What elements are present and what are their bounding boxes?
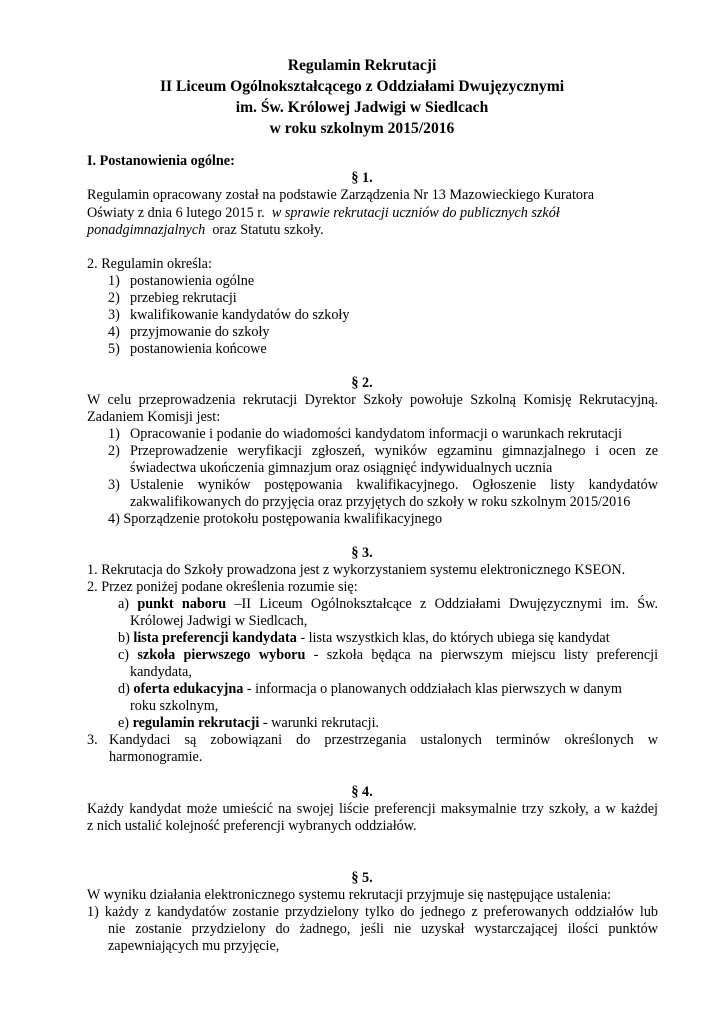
list-item: 2) Przeprowadzenie weryfikacji zgłoszeń, wyników egzaminu gimnazjalnego i ocen ze	[108, 443, 658, 459]
paragraph-text: W wyniku działania elektronicznego systemu rekrutacji przyjmuje się następujące ustalenia:	[87, 887, 612, 903]
paragraph-text: W celu przeprowadzenia rekrutacji Dyrektor Szkoły powołuje Szkolną Komisję Rekrutacyjną.	[87, 392, 658, 408]
paragraph-text: 2. Przez poniżej podane określenia rozumie się:	[87, 579, 358, 595]
list-item-continuation: nie zostanie przydzielony do żadnego, jeśli nie uzyskał wystarczającej ilości punktów	[108, 921, 658, 937]
title-line-4: w roku szkolnym 2015/2016	[269, 120, 455, 137]
paragraph-text-plain: oraz Statutu szkoły.	[212, 222, 324, 238]
paragraph-text: Każdy kandydat może umieścić na swojej liście preferencji maksymalnie trzy szkoły, a w każdej	[87, 801, 658, 817]
paragraph-mark: § 2.	[351, 375, 373, 391]
paragraph-mark: § 3.	[351, 545, 373, 561]
definition-item: c) szkoła pierwszego wyboru - szkoła będąca na pierwszym miejscu listy preferencji	[118, 647, 659, 663]
list-item: 1) Opracowanie i podanie do wiadomości kandydatom informacji o warunkach rekrutacji	[108, 426, 623, 442]
paragraph-mark: § 5.	[351, 870, 373, 886]
list-item-continuation: zakwalifikowanych do przyjęcia oraz przyjętych do szkoły w roku szkolnym 2015/2016	[130, 494, 631, 510]
definition-continuation: roku szkolnym,	[130, 698, 219, 714]
paragraph-text	[87, 205, 560, 223]
list-item: 1) postanowienia ogólne	[108, 273, 255, 289]
title-line-1: Regulamin Rekrutacji	[287, 57, 437, 74]
list-item-continuation: świadectwa ukończenia gimnazjum oraz osiągnięć indywidualnych ucznia	[130, 460, 553, 476]
paragraph-text-plain: Oświaty z dnia 6 lutego 2015 r.	[87, 205, 265, 221]
list-item: 4) przyjmowanie do szkoły	[108, 324, 270, 340]
list-item: 3) kwalifikowanie kandydatów do szkoły	[108, 307, 350, 323]
definition-item: a) punkt naboru –II Liceum Ogólnokształcące z Oddziałami Dwujęzycznymi im. Św.	[118, 596, 658, 612]
definition-continuation: kandydata,	[130, 664, 192, 680]
paragraph-text	[87, 222, 324, 240]
paragraph-text: Regulamin opracowany został na podstawie Zarządzenia Nr 13 Mazowieckiego Kuratora	[87, 187, 595, 203]
list-item: 4) Sporządzenie protokołu postępowania kwalifikacyjnego	[108, 511, 443, 527]
paragraph-text-italic: w sprawie rekrutacji uczniów do publicznych szkół	[271, 205, 560, 221]
list-item: 5) postanowienia końcowe	[108, 341, 267, 357]
title-line-3: im. Św. Królowej Jadwigi w Siedlcach	[235, 99, 489, 116]
title-line-2: II Liceum Ogólnokształcącego z Oddziałami Dwujęzycznymi	[159, 78, 565, 95]
definition-item: e) regulamin rekrutacji - warunki rekrutacji.	[118, 715, 380, 731]
definition-item: b) lista preferencji kandydata - lista wszystkich klas, do których ubiega się kandydat	[118, 630, 610, 646]
definition-continuation: Królowej Jadwigi w Siedlcach,	[130, 613, 308, 629]
definition-item: d) oferta edukacyjna - informacja o planowanych oddziałach klas pierwszych w danym	[118, 681, 622, 697]
paragraph-text: z nich ustalić kolejność preferencji wybranych oddziałów.	[87, 818, 417, 834]
list-item: 3) Ustalenie wyników postępowania kwalifikacyjnego. Ogłoszenie listy kandydatów	[108, 477, 658, 493]
list-item: 1) każdy z kandydatów zostanie przydzielony tylko do jednego z preferowanych oddziałów lub	[87, 904, 659, 920]
paragraph-text: 3. Kandydaci są zobowiązani do przestrzegania ustalonych terminów określonych w	[87, 732, 658, 748]
paragraph-continuation: harmonogramie.	[109, 749, 203, 765]
paragraph-mark: § 4.	[351, 784, 373, 800]
paragraph-mark: § 1.	[351, 170, 373, 186]
list-intro: 2. Regulamin określa:	[87, 256, 212, 272]
document-title	[0, 55, 724, 139]
paragraph-text-italic: ponadgimnazjalnych	[87, 222, 206, 238]
paragraph-text: Zadaniem Komisji jest:	[87, 409, 221, 425]
paragraph-text: 1. Rekrutacja do Szkoły prowadzona jest z wykorzystaniem systemu elektronicznego KSEON.	[87, 562, 626, 578]
list-item: 2) przebieg rekrutacji	[108, 290, 237, 306]
section-heading: I. Postanowienia ogólne:	[87, 153, 235, 169]
list-item-continuation: zapewniających mu przyjęcie,	[108, 938, 280, 954]
